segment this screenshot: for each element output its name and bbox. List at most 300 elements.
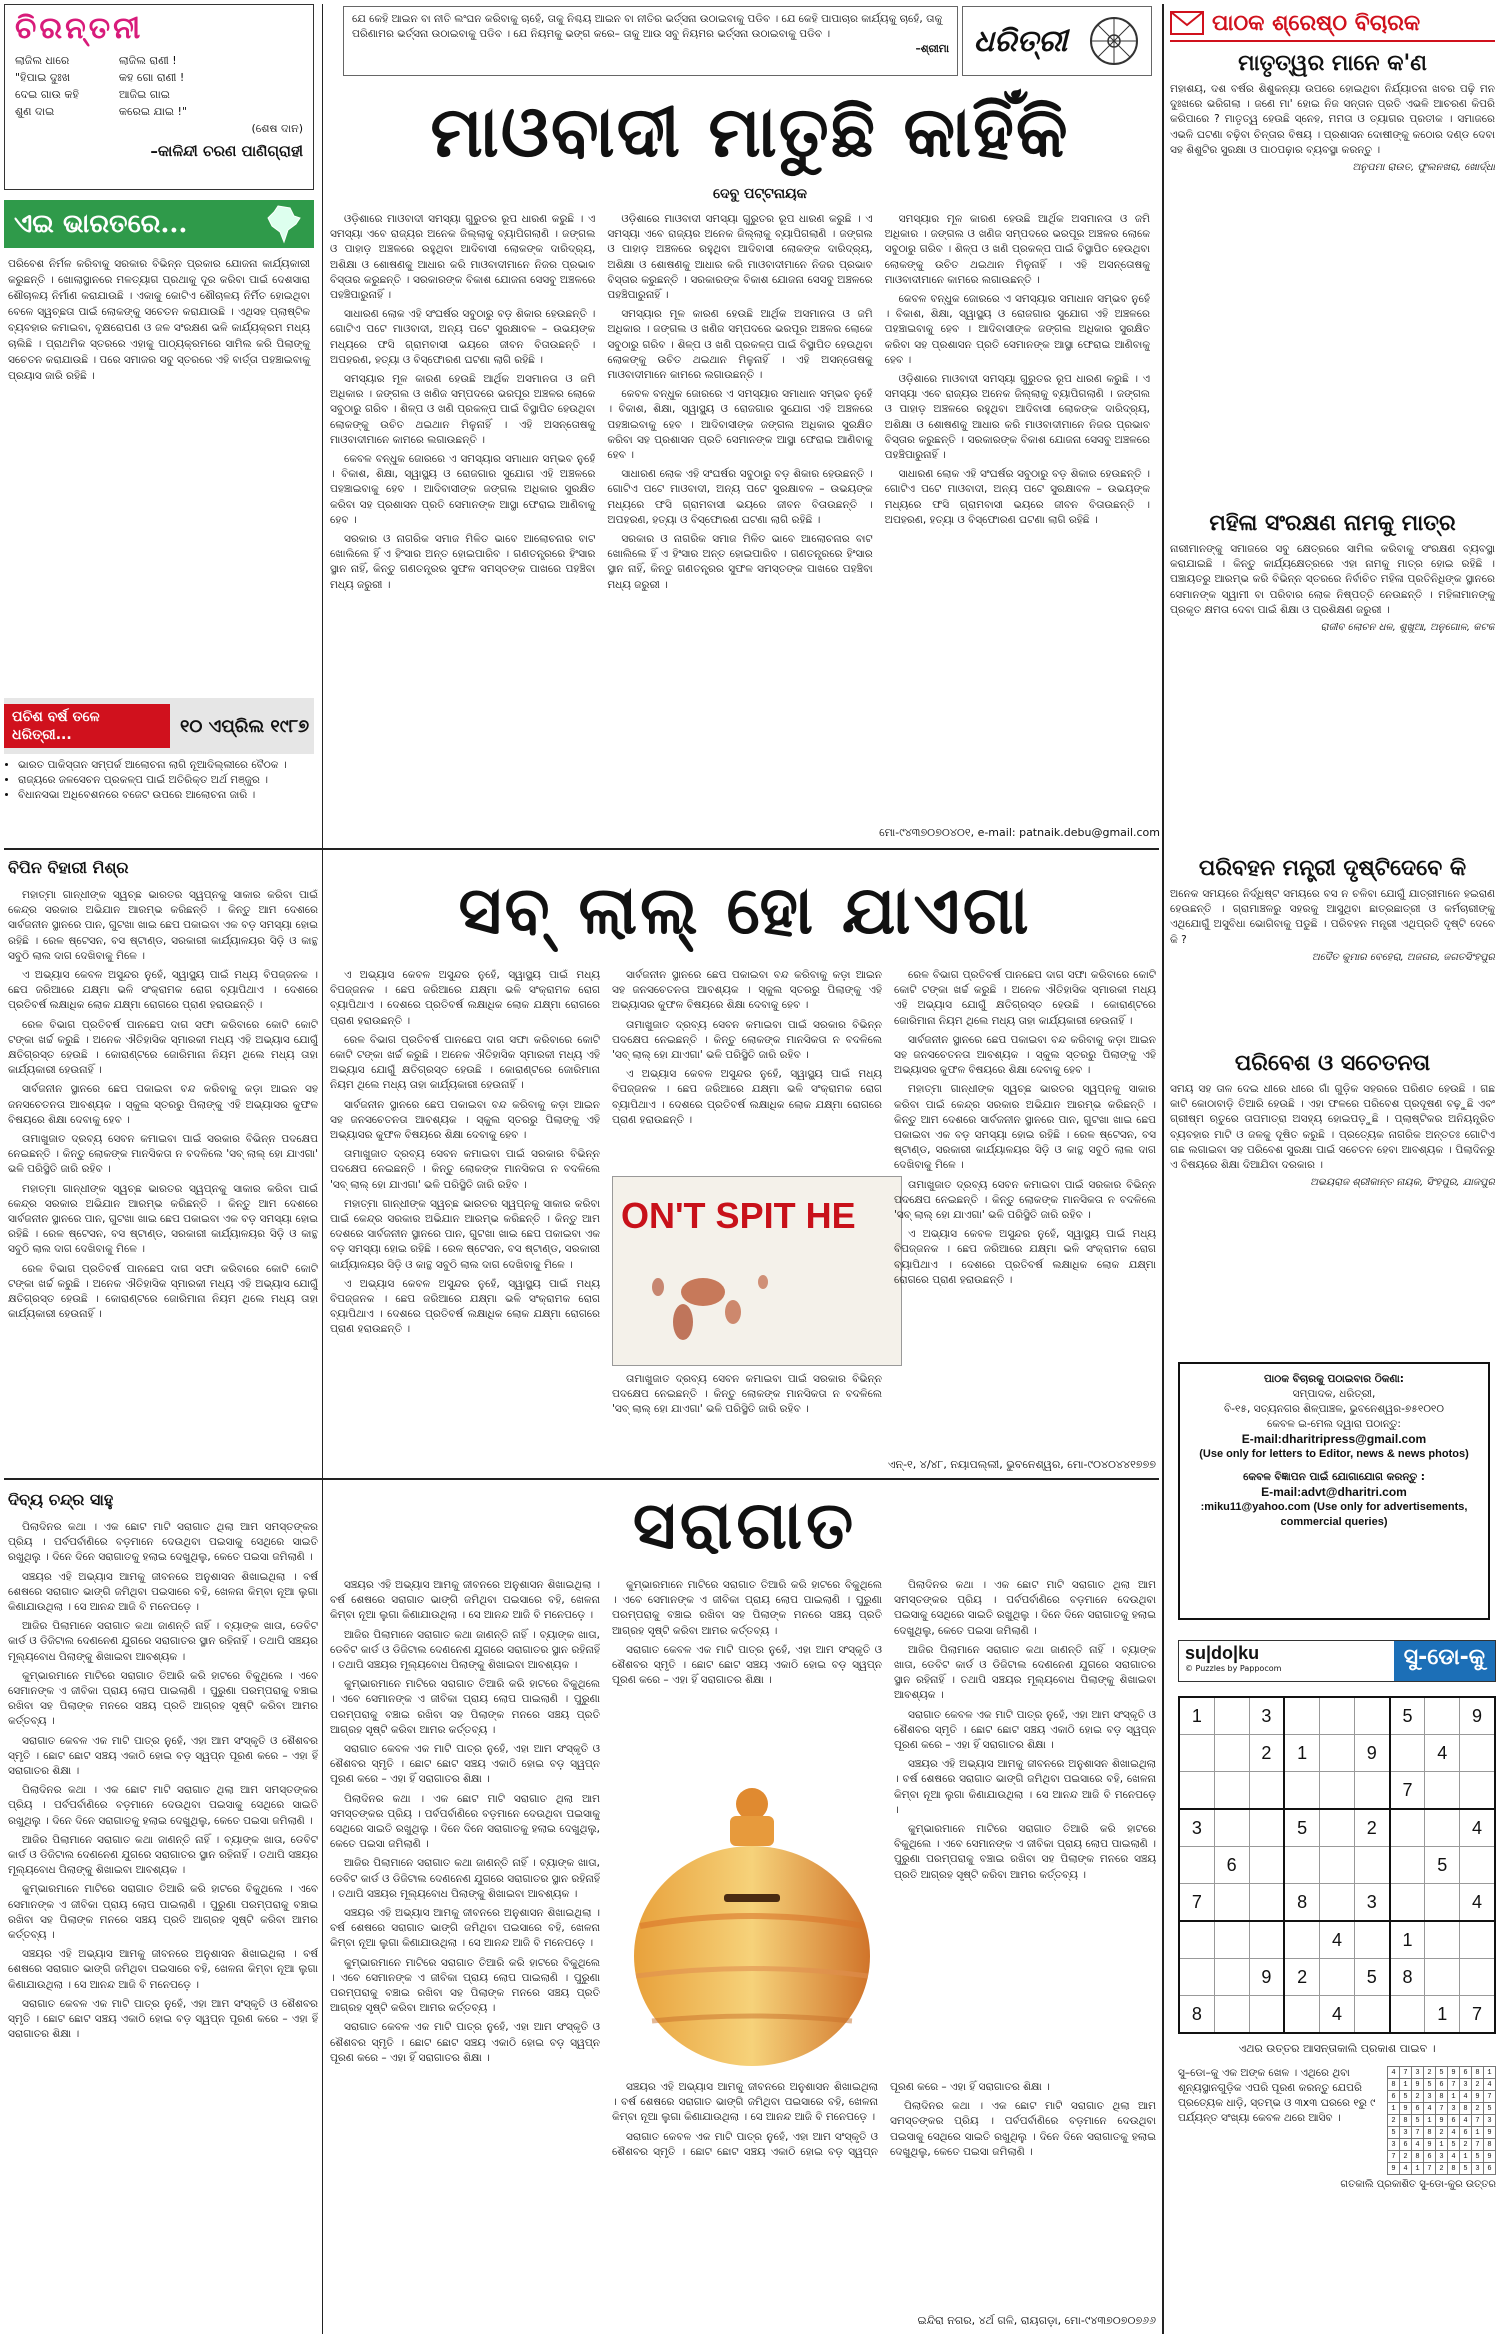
sudoku-solution-cell: 3 (1484, 2115, 1496, 2127)
article3-paragraph: ସଞ୍ଚୟର ଏହି ଅଭ୍ୟାସ ଆମକୁ ଜୀବନରେ ଅନୁଶାସନ ଶିଖାଇଥିଲା । ବର୍ଷ ଶେଷରେ ସରାଗାତ ଭାଙ୍ଗି ଜମିଥିବା ପଇସାରେ ବହି, ଖେଳନା କିମ୍ବା ନୂଆ ଲୁଗା କିଣାଯାଉଥିଲା । ସେ ଆନନ୍ଦ ଆଜି ବି ମନେପଡ଼େ । (612, 2081, 878, 2124)
sudoku-cell[interactable] (1179, 1959, 1214, 1996)
sudoku-solution-cell: 1 (1472, 2127, 1484, 2139)
sudoku-solution-cell: 1 (1424, 2115, 1436, 2127)
sudoku-cell[interactable]: 9 (1460, 1697, 1495, 1735)
sudoku-cell[interactable] (1179, 1772, 1214, 1810)
article2-paragraph: ଏ ଅଭ୍ୟାସ କେବଳ ଅସୁନ୍ଦର ନୁହେଁ, ସ୍ୱାସ୍ଥ୍ୟ ପାଇଁ ମଧ୍ୟ ବିପଜ୍ଜନକ । ଛେପ ଜରିଆରେ ଯକ୍ଷ୍ମା ଭଳି ସଂକ୍ରାମକ ରୋଗ ବ୍ୟାପିଥାଏ । ଦେଶରେ ପ୍ରତିବର୍ଷ ଲକ୍ଷାଧିକ ଲୋକ ଯକ୍ଷ୍ମା ରୋଗରେ ପ୍ରାଣ ହରାଉଛନ୍ତି । (8, 969, 318, 1012)
sudoku-solution-cell: 9 (1484, 2151, 1496, 2163)
sudoku-yesterday-label: ଗତକାଲି ପ୍ରକାଶିତ ସୁ-ଡୋ-କୁର ଉତ୍ତର (1340, 2179, 1496, 2190)
sudoku-solution-cell: 7 (1412, 2127, 1424, 2139)
sudoku-solution-cell: 5 (1412, 2115, 1424, 2127)
letter-sign: ଅଭୟରାଜ ଶ୍ରୀକାନ୍ତ ନାୟକ, ସିଂହପୁର, ଯାଜପୁର (1310, 1177, 1495, 1189)
history-item: • ବିଧାନସଭା ଅଧିବେଶନରେ ବଜେଟ ଉପରେ ଆଲୋଚନା ଜାରି । (18, 788, 314, 803)
sudoku-solution-cell: 7 (1472, 2139, 1484, 2151)
poem-line: ଲାଜିଲ ଧାରେ (15, 54, 70, 67)
article2-paragraph: ରେଳ ବିଭାଗ ପ୍ରତିବର୍ଷ ପାନଛେପ ଦାଗ ସଫା କରିବାରେ କୋଟି କୋଟି ଟଙ୍କା ଖର୍ଚ୍ଚ କରୁଛି । ଅନେକ ଐତିହାସିକ ସ୍ମାରକୀ ମଧ୍ୟ ଏହି ଅଭ୍ୟାସ ଯୋଗୁଁ କ୍ଷତିଗ୍ରସ୍ତ ହେଉଛି । କୋରାଣ୍ଟରେ ଜୋରିମାନା ନିୟମ ଥିଲେ ମଧ୍ୟ ତାହା କାର୍ଯ୍ୟକାରୀ ହେଉନାହିଁ । (8, 1018, 318, 1077)
article3-headline-box (330, 1480, 1160, 1570)
article3-col3-bottom (612, 2080, 1156, 2310)
sudoku-solution-cell: 4 (1484, 2079, 1496, 2091)
article3-paragraph: ସରାଗାତ କେବଳ ଏକ ମାଟି ପାତ୍ର ନୁହେଁ, ଏହା ଆମ ସଂସ୍କୃତି ଓ ଶୈଶବର ସ୍ମୃତି । ଛୋଟ ଛୋଟ ସଞ୍ଚୟ ଏକାଠି ହୋଇ ବଡ଼ ସ୍ୱପ୍ନ ପୂରଣ କରେ – ଏହା ହିଁ ସରାଗାତର ଶିକ୍ଷା । (330, 1743, 600, 1786)
lead-paragraph: ସରକାର ଓ ନାଗରିକ ସମାଜ ମିଳିତ ଭାବେ ଆଲୋଚନାର ବାଟ ଖୋଲିଲେ ହିଁ ଏ ହିଂସାର ଅନ୍ତ ହୋଇପାରିବ । ଗଣତନ୍ତ୍ରରେ ହିଂସାର ସ୍ଥାନ ନାହିଁ, କିନ୍ତୁ ଗଣତନ୍ତ୍ରର ସୁଫଳ ସମସ୍ତଙ୍କ ପାଖରେ ପହଞ୍ଚିବା ମଧ୍ୟ ଜରୁରୀ । (607, 533, 873, 591)
sudoku-cell[interactable]: 1 (1284, 1735, 1319, 1772)
sudoku-cell[interactable] (1249, 1847, 1284, 1884)
article3-paragraph: ପିଲାଦିନର କଥା । ଏକ ଛୋଟ ମାଟି ସରାଗାତ ଥିଲା ଆମ ସମସ୍ତଙ୍କର ପ୍ରିୟ । ପର୍ବପର୍ବାଣିରେ ବଡ଼ମାନେ ଦେଉଥିବା ପଇସାକୁ ସେଥିରେ ସାଇତି ରଖୁଥିଲୁ । ଦିନେ ଦିନେ ସରାଗାତକୁ ହଲାଇ ଦେଖୁଥିଲୁ, କେତେ ପଇସା ଜମିଲାଣି । (330, 1792, 600, 1851)
sudoku-solution-cell: 3 (1424, 2091, 1436, 2103)
letter-text: ମହାଶୟ, ଦଶ ବର୍ଷର ଶିଶୁକନ୍ୟା ଉପରେ ହୋଇଥିବା ନିର୍ଯ୍ୟାତନା ଖବର ପଢ଼ି ମନ ଦୁଃଖରେ ଭରିଗଲା । ଜଣେ ମା' ହୋଇ ନିଜ ସନ୍ତାନ ପ୍ରତି ଏଭଳି ଆଚରଣ କିପରି କରିପାରେ ? ମାତୃତ୍ୱ ହେଉଛି ସ୍ନେହ, ମମତା ଓ ତ୍ୟାଗର ପ୍ରତୀକ । ସମାଜରେ ଏଭଳି ଘଟଣା ବଢ଼ିବା ଚିନ୍ତାର ବିଷୟ । ପ୍ରଶାସନ ଦୋଷୀଙ୍କୁ କଠୋର ଦଣ୍ଡ ଦେବା ସହ ଶିଶୁଟିର ସୁରକ୍ଷା ଓ ପାଠପଢ଼ାର ବ୍ୟବସ୍ଥା କରନ୍ତୁ । (1170, 83, 1495, 156)
sudoku-cell[interactable] (1425, 1959, 1460, 1996)
article3-paragraph: ସଞ୍ଚୟର ଏହି ଅଭ୍ୟାସ ଆମକୁ ଜୀବନରେ ଅନୁଶାସନ ଶିଖାଇଥିଲା । ବର୍ଷ ଶେଷରେ ସରାଗାତ ଭାଙ୍ଗି ଜମିଥିବା ପଇସାରେ ବହି, ଖେଳନା କିମ୍ବା ନୂଆ ଲୁଗା କିଣାଯାଉଥିଲା । ସେ ଆନନ୍ଦ ଆଜି ବି ମନେପଡ଼େ । (8, 1570, 318, 1614)
sudoku-solution-cell: 4 (1460, 2115, 1472, 2127)
sudoku-solution-cell: 3 (1436, 2151, 1448, 2163)
sudoku-cell[interactable] (1179, 1921, 1214, 1959)
sudoku-cell[interactable] (1284, 1697, 1319, 1735)
letter-title: ମାତୃତ୍ୱର ମାନେ କ'ଣ (1238, 50, 1427, 76)
sudoku-solution-cell: 6 (1388, 2091, 1400, 2103)
sudoku-solution-cell: 9 (1436, 2115, 1448, 2127)
letter-title: ମହିଳା ସଂରକ୍ଷଣ ନାମକୁ ମାତ୍ର (1209, 510, 1456, 536)
article2-paragraph: ମହାତ୍ମା ଗାନ୍ଧୀଙ୍କ ସ୍ୱଚ୍ଛ ଭାରତର ସ୍ୱପ୍ନକୁ ସାକାର କରିବା ପାଇଁ କେନ୍ଦ୍ର ସରକାର ଅଭିଯାନ ଆରମ୍ଭ କରିଛନ୍ତି । କିନ୍ତୁ ଆମ ଦେଶରେ ସାର୍ବଜନୀନ ସ୍ଥାନରେ ପାନ, ଗୁଟଖା ଖାଇ ଛେପ ପକାଇବା ଏକ ବଡ଼ ସମସ୍ୟା ହୋଇ ରହିଛି । ରେଳ ଷ୍ଟେସନ, ବସ ଷ୍ଟାଣ୍ଡ, ସରକାରୀ କାର୍ଯ୍ୟାଳୟର ସିଡ଼ି ଓ କାନ୍ଥ ସବୁଠି ଲାଲ ଦାଗ ଦେଖିବାକୁ ମିଳେ । (8, 1182, 318, 1256)
sudoku-solution-cell: 6 (1400, 2139, 1412, 2151)
sudoku-solution-grid (1387, 2066, 1496, 2175)
sudoku-cell[interactable]: 5 (1425, 1847, 1460, 1884)
sudoku-cell[interactable] (1354, 1847, 1389, 1884)
sudoku-solution-cell: 9 (1388, 2163, 1400, 2175)
article2-paragraph: ମହାତ୍ମା ଗାନ୍ଧୀଙ୍କ ସ୍ୱଚ୍ଛ ଭାରତର ସ୍ୱପ୍ନକୁ ସାକାର କରିବା ପାଇଁ କେନ୍ଦ୍ର ସରକାର ଅଭିଯାନ ଆରମ୍ଭ କରିଛନ୍ତି । କିନ୍ତୁ ଆମ ଦେଶରେ ସାର୍ବଜନୀନ ସ୍ଥାନରେ ପାନ, ଗୁଟଖା ଖାଇ ଛେପ ପକାଇବା ଏକ ବଡ଼ ସମସ୍ୟା ହୋଇ ରହିଛି । ରେଳ ଷ୍ଟେସନ, ବସ ଷ୍ଟାଣ୍ଡ, ସରକାରୀ କାର୍ଯ୍ୟାଳୟର ସିଡ଼ି ଓ କାନ୍ଥ ସବୁଠି ଲାଲ ଦାଗ ଦେଖିବାକୁ ମିଳେ । (894, 1083, 1156, 1172)
sudoku-solution-cell: 5 (1472, 2151, 1484, 2163)
article3-paragraph: ଆଜିର ପିଲାମାନେ ସରାଗାତ କଥା ଜାଣନ୍ତି ନାହିଁ । ବ୍ୟାଙ୍କ ଖାତା, ଡେବିଟ କାର୍ଡ ଓ ଡିଜିଟାଲ ଦେଣନେଣ ଯୁଗରେ ସରାଗାତର ସ୍ଥାନ ରହିନାହିଁ । ତଥାପି ସଞ୍ଚୟର ମୂଲ୍ୟବୋଧ ପିଲାଙ୍କୁ ଶିଖାଇବା ଆବଶ୍ୟକ । (894, 1643, 1156, 1702)
sudoku-solution-cell: 5 (1436, 2067, 1448, 2079)
sudoku-solution-cell: 9 (1412, 2079, 1424, 2091)
sudoku-cell[interactable]: 4 (1425, 1735, 1460, 1772)
poem-line: ଦେଇ ଗାଉ କହି (15, 88, 79, 101)
sudoku-solution-cell: 8 (1484, 2139, 1496, 2151)
dont-spit-photo (612, 1176, 902, 1366)
sudoku-cell[interactable]: 4 (1460, 1884, 1495, 1922)
sudoku-cell[interactable]: 1 (1425, 1996, 1460, 2034)
article3-paragraph: ସରାଗାତ କେବଳ ଏକ ମାଟି ପାତ୍ର ନୁହେଁ, ଏହା ଆମ ସଂସ୍କୃତି ଓ ଶୈଶବର ସ୍ମୃତି । ଛୋଟ ଛୋଟ ସଞ୍ଚୟ ଏକାଠି ହୋଇ ବଡ଼ ସ୍ୱପ୍ନ ପୂରଣ କରେ – ଏହା ହିଁ ସରାଗାତର ଶିକ୍ଷା । (612, 2081, 1050, 2158)
india-label: ଏଇ ଭାରତରେ... (14, 208, 188, 239)
sudoku-cell[interactable] (1320, 1772, 1355, 1810)
sudoku-solution-cell: 7 (1472, 2115, 1484, 2127)
sudoku-cell[interactable]: 6 (1214, 1847, 1249, 1884)
sudoku-cell[interactable] (1249, 1884, 1284, 1922)
sudoku-header (1178, 1640, 1496, 1682)
sudoku-solution-cell: 2 (1424, 2067, 1436, 2079)
sudoku-cell[interactable] (1320, 1735, 1355, 1772)
sudoku-solution-cell: 6 (1460, 2127, 1472, 2139)
letter-sign: ଅଦୈତ କୁମାର ବେହେରା, ଅଜଗର, ଜଗତସିଂହପୁର (1311, 951, 1495, 963)
sudoku-cell[interactable]: 1 (1390, 1921, 1425, 1959)
sudoku-solution-cell: 8 (1412, 2151, 1424, 2163)
sudoku-solution-cell: 4 (1448, 2127, 1460, 2139)
article2-paragraph: ତାମାଖୁଜାତ ଦ୍ରବ୍ୟ ସେବନ କମାଇବା ପାଇଁ ସରକାର ବିଭିନ୍ନ ପଦକ୍ଷେପ ନେଇଛନ୍ତି । କିନ୍ତୁ ଲୋକଙ୍କ ମାନସିକତା ନ ବଦଳିଲେ 'ସବ୍ ଲାଲ୍ ହୋ ଯାଏଗା' ଭଳି ପରିସ୍ଥିତି ଜାରି ରହିବ । (612, 1018, 882, 1062)
letter-1 (1170, 50, 1495, 505)
lead-paragraph: କେବଳ ବନ୍ଧୁକ ଜୋରରେ ଏ ସମସ୍ୟାର ସମାଧାନ ସମ୍ଭବ ନୁହେଁ । ବିକାଶ, ଶିକ୍ଷା, ସ୍ୱାସ୍ଥ୍ୟ ଓ ରୋଜଗାର ସୁଯୋଗ ଏହି ଅଞ୍ଚଳରେ ପହଞ୍ଚାଇବାକୁ ହେବ । ଆଦିବାସୀଙ୍କ ଜଙ୍ଗଲ ଅଧିକାର ସୁରକ୍ଷିତ କରିବା ସହ ପ୍ରଶାସନ ପ୍ରତି ସେମାନଙ୍କ ଆସ୍ଥା ଫେରାଇ ଆଣିବାକୁ ହେବ । (884, 293, 1150, 366)
sudoku-cell[interactable] (1354, 1772, 1389, 1810)
sudoku-cell[interactable]: 8 (1179, 1996, 1214, 2034)
sudoku-solution-cell: 7 (1436, 2103, 1448, 2115)
history-box (4, 698, 314, 828)
lead-paragraph: ସମସ୍ୟାର ମୂଳ କାରଣ ହେଉଛି ଆର୍ଥିକ ଅସମାନତା ଓ ଜମି ଅଧିକାର । ଜଙ୍ଗଲ ଓ ଖଣିଜ ସମ୍ପଦରେ ଭରପୂର ଅଞ୍ଚଳର ଲୋକେ ସବୁଠାରୁ ଗରିବ । ଶିଳ୍ପ ଓ ଖଣି ପ୍ରକଳ୍ପ ପାଇଁ ବିସ୍ଥାପିତ ହେଉଥିବା ଲୋକଙ୍କୁ ଉଚିତ ଥଇଥାନ ମିଳୁନାହିଁ । ଏହି ଅସନ୍ତୋଷକୁ ମାଓବାଦୀମାନେ କାମରେ ଲଗାଉଛନ୍ତି । (330, 373, 596, 446)
sudoku-cell[interactable] (1354, 1697, 1389, 1735)
letters-banner (1170, 6, 1495, 42)
sudoku-cell[interactable] (1320, 1959, 1355, 1996)
article3-paragraph: କୁମ୍ଭାରମାନେ ମାଟିରେ ସରାଗାତ ତିଆରି କରି ହାଟରେ ବିକୁଥିଲେ । ଏବେ ସେମାନଙ୍କ ଏ ଜୀବିକା ପ୍ରାୟ ଲୋପ ପାଇଲାଣି । ପୁରୁଣା ପରମ୍ପରାକୁ ବଞ୍ଚାଇ ରଖିବା ସହ ପିଲାଙ୍କ ମନରେ ସଞ୍ଚୟ ପ୍ରତି ଆଗ୍ରହ ସୃଷ୍ଟି କରିବା ଆମର କର୍ତ୍ତବ୍ୟ । (8, 1883, 318, 1942)
sudoku-solution-cell: 8 (1424, 2127, 1436, 2139)
sudoku-cell[interactable] (1425, 1772, 1460, 1810)
article2-author: ବିପିନ ବିହାରୀ ମିଶ୍ର (8, 858, 129, 877)
poem-source: (ଶେଷ ଦାନ) (251, 122, 303, 135)
sudoku-cell[interactable]: 9 (1354, 1735, 1389, 1772)
sudoku-cell[interactable] (1214, 1921, 1249, 1959)
india-box (4, 200, 314, 690)
sudoku-cell[interactable] (1425, 1884, 1460, 1922)
sudoku-cell[interactable] (1179, 1847, 1214, 1884)
sudoku-solution-cell: 6 (1436, 2079, 1448, 2091)
editor-email-note: (Use only for letters to Editor, news & news photos) (1199, 1448, 1469, 1460)
article2-paragraph: ତାମାଖୁଜାତ ଦ୍ରବ୍ୟ ସେବନ କମାଇବା ପାଇଁ ସରକାର ବିଭିନ୍ନ ପଦକ୍ଷେପ ନେଇଛନ୍ତି । କିନ୍ତୁ ଲୋକଙ୍କ ମାନସିକତା ନ ବଦଳିଲେ 'ସବ୍ ଲାଲ୍ ହୋ ଯାଏଗା' ଭଳି ପରିସ୍ଥିତି ଜାରି ରହିବ । (330, 1148, 600, 1191)
article3-paragraph: ସରାଗାତ କେବଳ ଏକ ମାଟି ପାତ୍ର ନୁହେଁ, ଏହା ଆମ ସଂସ୍କୃତି ଓ ଶୈଶବର ସ୍ମୃତି । ଛୋଟ ଛୋଟ ସଞ୍ଚୟ ଏକାଠି ହୋଇ ବଡ଼ ସ୍ୱପ୍ନ ପୂରଣ କରେ – ଏହା ହିଁ ସରାଗାତର ଶିକ୍ଷା । (8, 1734, 318, 1778)
sudoku-solution-cell: 7 (1388, 2151, 1400, 2163)
lead-contact: ମୋ-୯୪୩୭୦୭୦୪୦୧, e-mail: patnaik.debu@gmail.com (879, 826, 1160, 839)
india-map-icon (264, 204, 304, 244)
saragata-photo (612, 1776, 892, 2076)
sudoku-solution-cell: 2 (1460, 2139, 1472, 2151)
letter-text: ସମୟ ସହ ତାଳ ଦେଇ ଧୀରେ ଧୀରେ ଗାଁ ଗୁଡ଼ିକ ସହରରେ ପରିଣତ ହେଉଛି । ଗଛ କାଟି କୋଠାବାଡ଼ି ତିଆରି ହେଉଛି । ଏହା ଫଳରେ ପରିବେଶ ପ୍ରଦୂଷଣ ବଢ଼ୁଛି ଏବଂ ଗ୍ରୀଷ୍ମ ଋତୁରେ ତାପମାତ୍ରା ଅସହ୍ୟ ହୋଇପଡ଼ୁଛି । ପ୍ଲାଷ୍ଟିକର ଅନିୟନ୍ତ୍ରିତ ବ୍ୟବହାର ମାଟି ଓ ଜଳକୁ ଦୂଷିତ କରୁଛି । ପ୍ରତ୍ୟେକ ନାଗରିକ ଅନ୍ତତଃ ଗୋଟିଏ ଗଛ ଲଗାଇବା ସହ ପରିବେଶ ସୁରକ୍ଷା ପାଇଁ ସଚେତନ ହେବା ଆବଶ୍ୟକ । ପିଲାଦିନରୁ ଏ ବିଷୟରେ ଶିକ୍ଷା ଦିଆଯିବା ଦରକାର । (1170, 1083, 1495, 1172)
sudoku-solution-cell: 2 (1400, 2151, 1412, 2163)
quote-author: –ଶ୍ରୀମା (915, 43, 949, 55)
article2-col3b (612, 1372, 882, 1468)
sudoku-solution-cell: 6 (1424, 2151, 1436, 2163)
sudoku-cell[interactable] (1249, 1772, 1284, 1810)
sudoku-cell[interactable] (1390, 1735, 1425, 1772)
sudoku-cell[interactable] (1249, 1809, 1284, 1847)
sudoku-solution-cell: 3 (1472, 2163, 1484, 2175)
editor-email[interactable]: E-mail:dharitripress@gmail.com (1241, 1432, 1427, 1446)
sudoku-solution-cell: 7 (1400, 2067, 1412, 2079)
sudoku-cell[interactable]: 4 (1460, 1809, 1495, 1847)
sudoku-solution-cell: 1 (1484, 2067, 1496, 2079)
sudoku-solution-cell: 1 (1448, 2091, 1460, 2103)
article2-paragraph: ରେଳ ବିଭାଗ ପ୍ରତିବର୍ଷ ପାନଛେପ ଦାଗ ସଫା କରିବାରେ କୋଟି କୋଟି ଟଙ୍କା ଖର୍ଚ୍ଚ କରୁଛି । ଅନେକ ଐତିହାସିକ ସ୍ମାରକୀ ମଧ୍ୟ ଏହି ଅଭ୍ୟାସ ଯୋଗୁଁ କ୍ଷତିଗ୍ରସ୍ତ ହେଉଛି । କୋରାଣ୍ଟରେ ଜୋରିମାନା ନିୟମ ଥିଲେ ମଧ୍ୟ ତାହା କାର୍ଯ୍ୟକାରୀ ହେଉନାହିଁ । (8, 1262, 318, 1321)
contact-line: ସମ୍ପାଦକ, ଧରିତ୍ରୀ, (1292, 1388, 1376, 1400)
sudoku-cell[interactable] (1354, 1921, 1389, 1959)
sudoku-cell[interactable] (1460, 1847, 1495, 1884)
article3-paragraph: ପିଲାଦିନର କଥା । ଏକ ଛୋଟ ମାଟି ସରାଗାତ ଥିଲା ଆମ ସମସ୍ତଙ୍କର ପ୍ରିୟ । ପର୍ବପର୍ବାଣିରେ ବଡ଼ମାନେ ଦେଉଥିବା ପଇସାକୁ ସେଥିରେ ସାଇତି ରଖୁଥିଲୁ । ଦିନେ ଦିନେ ସରାଗାତକୁ ହଲାଇ ଦେଖୁଥିଲୁ, କେତେ ପଇସା ଜମିଲାଣି । (894, 1579, 1156, 1637)
article2-paragraph: ସାର୍ବଜନୀନ ସ୍ଥାନରେ ଛେପ ପକାଇବା ବନ୍ଦ କରିବାକୁ କଡ଼ା ଆଇନ ସହ ଜନସଚେତନତା ଆବଶ୍ୟକ । ସ୍କୁଲ ସ୍ତରରୁ ପିଲାଙ୍କୁ ଏହି ଅଭ୍ୟାସର କୁଫଳ ବିଷୟରେ ଶିକ୍ଷା ଦେବାକୁ ହେବ । (8, 1083, 318, 1126)
contact-line: ବି-୧୫, ସତ୍ୟନଗର ଶିଳ୍ପାଞ୍ଚଳ, ଭୁବନେଶ୍ୱର-୭୫୧୦୧୦ (1224, 1403, 1444, 1415)
article3-paragraph: ସରାଗାତ କେବଳ ଏକ ମାଟି ପାତ୍ର ନୁହେଁ, ଏହା ଆମ ସଂସ୍କୃତି ଓ ଶୈଶବର ସ୍ମୃତି । ଛୋଟ ଛୋଟ ସଞ୍ଚୟ ଏକାଠି ହୋଇ ବଡ଼ ସ୍ୱପ୍ନ ପୂରଣ କରେ – ଏହା ହିଁ ସରାଗାତର ଶିକ୍ଷା । (894, 1708, 1156, 1752)
sudoku-solution-cell: 5 (1460, 2163, 1472, 2175)
article2-paragraph: ଏ ଅଭ୍ୟାସ କେବଳ ଅସୁନ୍ଦର ନୁହେଁ, ସ୍ୱାସ୍ଥ୍ୟ ପାଇଁ ମଧ୍ୟ ବିପଜ୍ଜନକ । ଛେପ ଜରିଆରେ ଯକ୍ଷ୍ମା ଭଳି ସଂକ୍ରାମକ ରୋଗ ବ୍ୟାପିଥାଏ । ଦେଶରେ ପ୍ରତିବର୍ଷ ଲକ୍ଷାଧିକ ଲୋକ ଯକ୍ଷ୍ମା ରୋଗରେ ପ୍ରାଣ ହରାଉଛନ୍ତି । (894, 1228, 1156, 1286)
stain-graphic (613, 1252, 902, 1362)
sudoku-solution-cell: 5 (1484, 2103, 1496, 2115)
article2-paragraph: ମହାତ୍ମା ଗାନ୍ଧୀଙ୍କ ସ୍ୱଚ୍ଛ ଭାରତର ସ୍ୱପ୍ନକୁ ସାକାର କରିବା ପାଇଁ କେନ୍ଦ୍ର ସରକାର ଅଭିଯାନ ଆରମ୍ଭ କରିଛନ୍ତି । କିନ୍ତୁ ଆମ ଦେଶରେ ସାର୍ବଜନୀନ ସ୍ଥାନରେ ପାନ, ଗୁଟଖା ଖାଇ ଛେପ ପକାଇବା ଏକ ବଡ଼ ସମସ୍ୟା ହୋଇ ରହିଛି । ରେଳ ଷ୍ଟେସନ, ବସ ଷ୍ଟାଣ୍ଡ, ସରକାରୀ କାର୍ଯ୍ୟାଳୟର ସିଡ଼ି ଓ କାନ୍ଥ ସବୁଠି ଲାଲ ଦାଗ ଦେଖିବାକୁ ମିଳେ । (330, 1197, 600, 1271)
sudoku-cell[interactable]: 5 (1390, 1697, 1425, 1735)
article2-paragraph: ରେଳ ବିଭାଗ ପ୍ରତିବର୍ଷ ପାନଛେପ ଦାଗ ସଫା କରିବାରେ କୋଟି କୋଟି ଟଙ୍କା ଖର୍ଚ୍ଚ କରୁଛି । ଅନେକ ଐତିହାସିକ ସ୍ମାରକୀ ମଧ୍ୟ ଏହି ଅଭ୍ୟାସ ଯୋଗୁଁ କ୍ଷତିଗ୍ରସ୍ତ ହେଉଛି । କୋରାଣ୍ଟରେ ଜୋରିମାନା ନିୟମ ଥିଲେ ମଧ୍ୟ ତାହା କାର୍ଯ୍ୟକାରୀ ହେଉନାହିଁ । (894, 969, 1156, 1027)
sudoku-solution-cell: 4 (1400, 2163, 1412, 2175)
poem-box (4, 4, 314, 190)
sudoku-cell[interactable] (1214, 1809, 1249, 1847)
sudoku-cell[interactable]: 4 (1320, 1921, 1355, 1959)
sudoku-cell[interactable] (1320, 1884, 1355, 1922)
sudoku-solution-cell: 9 (1424, 2139, 1436, 2151)
sudoku-solution-cell: 2 (1472, 2079, 1484, 2091)
clay-pot-graphic (612, 1776, 892, 2076)
sudoku-solution-cell: 2 (1436, 2163, 1448, 2175)
sudoku-credit: © Puzzles by Pappocom (1185, 1664, 1282, 1673)
sudoku-cell[interactable]: 1 (1179, 1697, 1214, 1735)
sudoku-solution-cell: 3 (1460, 2079, 1472, 2091)
lead-headline: ମାଓବାଦୀ ମାତୁଛି କାହିଁକି (430, 90, 1070, 173)
sudoku-solution-cell: 7 (1424, 2163, 1436, 2175)
sudoku-cell[interactable] (1460, 1921, 1495, 1959)
lead-body (330, 212, 1150, 822)
advert-label: କେବଳ ବିଜ୍ଞାପନ ପାଇଁ ଯୋଗାଯୋଗ କରନ୍ତୁ : (1243, 1471, 1425, 1483)
sudoku-cell[interactable] (1214, 1959, 1249, 1996)
sudoku-cell[interactable]: 4 (1320, 1996, 1355, 2034)
sudoku-cell[interactable] (1214, 1772, 1249, 1810)
sudoku-solution-cell: 1 (1400, 2079, 1412, 2091)
sudoku-cell[interactable]: 2 (1354, 1809, 1389, 1847)
article2-col4 (894, 968, 1156, 1458)
sudoku-cell[interactable]: 3 (1249, 1697, 1284, 1735)
sudoku-cell[interactable] (1425, 1697, 1460, 1735)
poem-line: ଆଜିଇ ଗାଇ (118, 88, 170, 101)
article3-paragraph: ସରାଗାତ କେବଳ ଏକ ମାଟି ପାତ୍ର ନୁହେଁ, ଏହା ଆମ ସଂସ୍କୃତି ଓ ଶୈଶବର ସ୍ମୃତି । ଛୋଟ ଛୋଟ ସଞ୍ଚୟ ଏକାଠି ହୋଇ ବଡ଼ ସ୍ୱପ୍ନ ପୂରଣ କରେ – ଏହା ହିଁ ସରାଗାତର ଶିକ୍ଷା । (612, 1643, 882, 1687)
sudoku-solution-cell: 3 (1388, 2139, 1400, 2151)
article2-contact: ଏନ୍-୧, ୪/୪୮, ନୟାପଲ୍ଲୀ, ଭୁବନେଶ୍ୱର, ମୋ-୯୦୪୦୪୪୧୭୭୭ (887, 1458, 1156, 1471)
article2-intro (8, 888, 318, 1468)
sudoku-solution-cell: 7 (1484, 2091, 1496, 2103)
article3-paragraph: ପିଲାଦିନର କଥା । ଏକ ଛୋଟ ମାଟି ସରାଗାତ ଥିଲା ଆମ ସମସ୍ତଙ୍କର ପ୍ରିୟ । ପର୍ବପର୍ବାଣିରେ ବଡ଼ମାନେ ଦେଉଥିବା ପଇସାକୁ ସେଥିରେ ସାଇତି ରଖୁଥିଲୁ । ଦିନେ ଦିନେ ସରାଗାତକୁ ହଲାଇ ଦେଖୁଥିଲୁ, କେତେ ପଇସା ଜମିଲାଣି । (8, 1521, 318, 1564)
lead-paragraph: ସାଧାରଣ ଲୋକ ଏହି ସଂଘର୍ଷର ସବୁଠାରୁ ବଡ଼ ଶିକାର ହେଉଛନ୍ତି । ଗୋଟିଏ ପଟେ ମାଓବାଦୀ, ଅନ୍ୟ ପଟେ ସୁରକ୍ଷାବଳ – ଉଭୟଙ୍କ ମଧ୍ୟରେ ଫସି ଗ୍ରାମବାସୀ ଭୟରେ ଜୀବନ ବିତାଉଛନ୍ତି । ଅପହରଣ, ହତ୍ୟା ଓ ବିସ୍ଫୋରଣ ଘଟଣା ଲାଗି ରହିଛି । (607, 468, 873, 526)
poem-line: ଶୁଣ ଦାଇ (15, 105, 55, 118)
sudoku-cell[interactable]: 2 (1284, 1959, 1319, 1996)
letter-text: ଅନେକ ସମୟରେ ନିର୍ଦ୍ଧିଷ୍ଟ ସମୟରେ ବସ ନ ଚଳିବା ଯୋଗୁଁ ଯାତ୍ରୀମାନେ ହଇରାଣ ହେଉଛନ୍ତି । ଗ୍ରାମାଞ୍ଚଳରୁ ସହରକୁ ଆସୁଥିବା ଛାତ୍ରଛାତ୍ରୀ ଓ କର୍ମଚାରୀଙ୍କୁ ଏଥିଯୋଗୁଁ ଅସୁବିଧା ଭୋଗିବାକୁ ପଡୁଛି । ପରିବହନ ମନ୍ତ୍ରୀ ଏଥିପ୍ରତି ଦୃଷ୍ଟି ଦେବେ କି ? (1170, 888, 1495, 946)
sudoku-cell[interactable] (1284, 1921, 1319, 1959)
lead-headline-box (330, 82, 1170, 192)
quote-strip (343, 6, 958, 76)
sudoku-solution-cell: 2 (1436, 2127, 1448, 2139)
sudoku-cell[interactable] (1214, 1996, 1249, 2034)
sudoku-solution-cell: 9 (1448, 2067, 1460, 2079)
sudoku-cell[interactable] (1214, 1735, 1249, 1772)
article2-paragraph: ସାର୍ବଜନୀନ ସ୍ଥାନରେ ଛେପ ପକାଇବା ବନ୍ଦ କରିବାକୁ କଡ଼ା ଆଇନ ସହ ଜନସଚେତନତା ଆବଶ୍ୟକ । ସ୍କୁଲ ସ୍ତରରୁ ପିଲାଙ୍କୁ ଏହି ଅଭ୍ୟାସର କୁଫଳ ବିଷୟରେ ଶିକ୍ଷା ଦେବାକୁ ହେବ । (330, 1098, 600, 1142)
article3-contact: ଇନ୍ଦିରା ନଗର, ୪ର୍ଥ ଗଳି, ରାୟଗଡ଼ା, ମୋ-୯୪୩୭୦୭୦୭୬୬ (917, 2314, 1156, 2327)
sudoku-cell[interactable] (1214, 1697, 1249, 1735)
article3-col1 (8, 1520, 318, 2330)
sudoku-cell[interactable] (1425, 1809, 1460, 1847)
sudoku-cell[interactable] (1460, 1959, 1495, 1996)
article3-paragraph: ଆଜିର ପିଲାମାନେ ସରାଗାତ କଥା ଜାଣନ୍ତି ନାହିଁ । ବ୍ୟାଙ୍କ ଖାତା, ଡେବିଟ କାର୍ଡ ଓ ଡିଜିଟାଲ ଦେଣନେଣ ଯୁଗରେ ସରାଗାତର ସ୍ଥାନ ରହିନାହିଁ । ତଥାପି ସଞ୍ଚୟର ମୂଲ୍ୟବୋଧ ପିଲାଙ୍କୁ ଶିଖାଇବା ଆବଶ୍ୟକ । (8, 1620, 318, 1663)
sudoku-cell[interactable] (1179, 1735, 1214, 1772)
article3-paragraph: ପିଲାଦିନର କଥା । ଏକ ଛୋଟ ମାଟି ସରାଗାତ ଥିଲା ଆମ ସମସ୍ତଙ୍କର ପ୍ରିୟ । ପର୍ବପର୍ବାଣିରେ ବଡ଼ମାନେ ଦେଉଥିବା ପଇସାକୁ ସେଥିରେ ସାଇତି ରଖୁଥିଲୁ । ଦିନେ ଦିନେ ସରାଗାତକୁ ହଲାଇ ଦେଖୁଥିଲୁ, କେତେ ପଇସା ଜମିଲାଣି । (8, 1784, 318, 1827)
sudoku-cell[interactable] (1249, 1921, 1284, 1959)
sudoku-cell[interactable] (1425, 1921, 1460, 1959)
article3-col3-top (612, 1578, 882, 1768)
sudoku-cell[interactable] (1460, 1772, 1495, 1810)
article2-paragraph: ଏ ଅଭ୍ୟାସ କେବଳ ଅସୁନ୍ଦର ନୁହେଁ, ସ୍ୱାସ୍ଥ୍ୟ ପାଇଁ ମଧ୍ୟ ବିପଜ୍ଜନକ । ଛେପ ଜରିଆରେ ଯକ୍ଷ୍ମା ଭଳି ସଂକ୍ରାମକ ରୋଗ ବ୍ୟାପିଥାଏ । ଦେଶରେ ପ୍ରତିବର୍ଷ ଲକ୍ଷାଧିକ ଲୋକ ଯକ୍ଷ୍ମା ରୋଗରେ ପ୍ରାଣ ହରାଉଛନ୍ତି । (330, 969, 600, 1027)
sudoku-solution-cell: 4 (1460, 2091, 1472, 2103)
lead-paragraph: କେବଳ ବନ୍ଧୁକ ଜୋରରେ ଏ ସମସ୍ୟାର ସମାଧାନ ସମ୍ଭବ ନୁହେଁ । ବିକାଶ, ଶିକ୍ଷା, ସ୍ୱାସ୍ଥ୍ୟ ଓ ରୋଜଗାର ସୁଯୋଗ ଏହି ଅଞ୍ଚଳରେ ପହଞ୍ଚାଇବାକୁ ହେବ । ଆଦିବାସୀଙ୍କ ଜଙ୍ଗଲ ଅଧିକାର ସୁରକ୍ଷିତ କରିବା ସହ ପ୍ରଶାସନ ପ୍ରତି ସେମାନଙ୍କ ଆସ୍ଥା ଫେରାଇ ଆଣିବାକୁ ହେବ । (330, 453, 596, 526)
sudoku-cell[interactable]: 9 (1249, 1959, 1284, 1996)
article3-paragraph: କୁମ୍ଭାରମାନେ ମାଟିରେ ସରାଗାତ ତିଆରି କରି ହାଟରେ ବିକୁଥିଲେ । ଏବେ ସେମାନଙ୍କ ଏ ଜୀବିକା ପ୍ରାୟ ଲୋପ ପାଇଲାଣି । ପୁରୁଣା ପରମ୍ପରାକୁ ବଞ୍ଚାଇ ରଖିବା ସହ ପିଲାଙ୍କ ମନରେ ସଞ୍ଚୟ ପ୍ରତି ଆଗ୍ରହ ସୃଷ୍ଟି କରିବା ଆମର କର୍ତ୍ତବ୍ୟ । (330, 1678, 600, 1736)
article3-author: ଦିବ୍ୟ ଚନ୍ଦ୍ର ସାହୁ (8, 1490, 114, 1509)
advert-email[interactable]: E-mail:advt@dharitri.com (1261, 1485, 1407, 1499)
sudoku-cell[interactable]: 3 (1179, 1809, 1214, 1847)
sudoku-cell[interactable] (1320, 1809, 1355, 1847)
sudoku-solution-cell: 8 (1388, 2079, 1400, 2091)
sudoku-solution-cell: 4 (1424, 2103, 1436, 2115)
article3-paragraph: ସଞ୍ଚୟର ଏହି ଅଭ୍ୟାସ ଆମକୁ ଜୀବନରେ ଅନୁଶାସନ ଶିଖାଇଥିଲା । ବର୍ଷ ଶେଷରେ ସରାଗାତ ଭାଙ୍ଗି ଜମିଥିବା ପଇସାରେ ବହି, ଖେଳନା କିମ୍ବା ନୂଆ ଲୁଗା କିଣାଯାଉଥିଲା । ସେ ଆନନ୍ଦ ଆଜି ବି ମନେପଡ଼େ । (330, 1907, 600, 1950)
sudoku-cell[interactable] (1460, 1735, 1495, 1772)
article2-col2 (330, 968, 600, 1468)
sudoku-cell[interactable] (1320, 1697, 1355, 1735)
sudoku-cell[interactable] (1390, 1884, 1425, 1922)
article2-paragraph: ତାମାଖୁଜାତ ଦ୍ରବ୍ୟ ସେବନ କମାଇବା ପାଇଁ ସରକାର ବିଭିନ୍ନ ପଦକ୍ଷେପ ନେଇଛନ୍ତି । କିନ୍ତୁ ଲୋକଙ୍କ ମାନସିକତା ନ ବଦଳିଲେ 'ସବ୍ ଲାଲ୍ ହୋ ଯାଏଗା' ଭଳି ପରିସ୍ଥିତି ଜାରି ରହିବ । (8, 1133, 318, 1176)
sudoku-cell[interactable] (1249, 1996, 1284, 2034)
sudoku-rules: ସୁ–ଡୋ–କୁ ଏକ ଅଙ୍କ ଖେଳ । ଏଥିରେ ଥିବା ଶୂନ୍ୟସ୍ଥାନଗୁଡ଼ିକ ଏପରି ପୂରଣ କରନ୍ତୁ ଯେପରି ପ୍ରତ୍ୟେକ ଧାଡ଼ି, ସ୍ତମ୍ଭ ଓ ୩x୩ ଘରରେ ୧ରୁ ୯ ପର୍ଯ୍ୟନ୍ତ ସଂଖ୍ୟା କେବଳ ଥରେ ଆସିବ । (1178, 2067, 1376, 2124)
article3-paragraph: ଆଜିର ପିଲାମାନେ ସରାଗାତ କଥା ଜାଣନ୍ତି ନାହିଁ । ବ୍ୟାଙ୍କ ଖାତା, ଡେବିଟ କାର୍ଡ ଓ ଡିଜିଟାଲ ଦେଣନେଣ ଯୁଗରେ ସରାଗାତର ସ୍ଥାନ ରହିନାହିଁ । ତଥାପି ସଞ୍ଚୟର ମୂଲ୍ୟବୋଧ ପିଲାଙ୍କୁ ଶିଖାଇବା ଆବଶ୍ୟକ । (330, 1628, 600, 1672)
sudoku-cell[interactable]: 5 (1354, 1959, 1389, 1996)
sudoku-solution-cell: 1 (1388, 2103, 1400, 2115)
poem-line: "ହିପାଇ ଦୁଃଖ (15, 71, 70, 84)
sudoku-solution-cell: 3 (1448, 2103, 1460, 2115)
article3-paragraph: ଆଜିର ପିଲାମାନେ ସରାଗାତ କଥା ଜାଣନ୍ତି ନାହିଁ । ବ୍ୟାଙ୍କ ଖାତା, ଡେବିଟ କାର୍ଡ ଓ ଡିଜିଟାଲ ଦେଣନେଣ ଯୁଗରେ ସରାଗାତର ସ୍ଥାନ ରହିନାହିଁ । ତଥାପି ସଞ୍ଚୟର ମୂଲ୍ୟବୋଧ ପିଲାଙ୍କୁ ଶିଖାଇବା ଆବଶ୍ୟକ । (8, 1833, 318, 1877)
sudoku-solution-cell: 4 (1412, 2139, 1424, 2151)
article3-paragraph: କୁମ୍ଭାରମାନେ ମାଟିରେ ସରାଗାତ ତିଆରି କରି ହାଟରେ ବିକୁଥିଲେ । ଏବେ ସେମାନଙ୍କ ଏ ଜୀବିକା ପ୍ରାୟ ଲୋପ ପାଇଲାଣି । ପୁରୁଣା ପରମ୍ପରାକୁ ବଞ୍ଚାଇ ରଖିବା ସହ ପିଲାଙ୍କ ମନରେ ସଞ୍ଚୟ ପ୍ରତି ଆଗ୍ରହ ସୃଷ୍ଟି କରିବା ଆମର କର୍ତ୍ତବ୍ୟ । (8, 1669, 318, 1728)
sudoku-solution-cell: 8 (1472, 2067, 1484, 2079)
article3-headline: ସରାଗାତ (632, 1486, 858, 1564)
article2-paragraph: ସାର୍ବଜନୀନ ସ୍ଥାନରେ ଛେପ ପକାଇବା ବନ୍ଦ କରିବାକୁ କଡ଼ା ଆଇନ ସହ ଜନସଚେତନତା ଆବଶ୍ୟକ । ସ୍କୁଲ ସ୍ତରରୁ ପିଲାଙ୍କୁ ଏହି ଅଭ୍ୟାସର କୁଫଳ ବିଷୟରେ ଶିକ୍ଷା ଦେବାକୁ ହେବ । (894, 1033, 1156, 1077)
sudoku-cell[interactable]: 8 (1390, 1959, 1425, 1996)
article3-paragraph: ସଞ୍ଚୟର ଏହି ଅଭ୍ୟାସ ଆମକୁ ଜୀବନରେ ଅନୁଶାସନ ଶିଖାଇଥିଲା । ବର୍ଷ ଶେଷରେ ସରାଗାତ ଭାଙ୍ଗି ଜମିଥିବା ପଇସାରେ ବହି, ଖେଳନା କିମ୍ବା ନୂଆ ଲୁଗା କିଣାଯାଉଥିଲା । ସେ ଆନନ୍ଦ ଆଜି ବି ମନେପଡ଼େ । (894, 1758, 1156, 1816)
sudoku-solution-cell: 8 (1460, 2103, 1472, 2115)
sudoku-cell[interactable]: 5 (1284, 1809, 1319, 1847)
sudoku-cell[interactable] (1390, 1996, 1425, 2034)
newspaper-logo: ଧରିତ୍ରୀ (973, 23, 1068, 59)
article3-paragraph: ପିଲାଦିନର କଥା । ଏକ ଛୋଟ ମାଟି ସରାଗାତ ଥିଲା ଆମ ସମସ୍ତଙ୍କର ପ୍ରିୟ । ପର୍ବପର୍ବାଣିରେ ବଡ଼ମାନେ ଦେଉଥିବା ପଇସାକୁ ସେଥିରେ ସାଇତି ରଖୁଥିଲୁ । ଦିନେ ଦିନେ ସରାଗାତକୁ ହଲାଇ ଦେଖୁଥିଲୁ, କେତେ ପଇସା ଜମିଲାଣି । (890, 2100, 1156, 2158)
contact-box (1178, 1362, 1490, 1620)
letter-text: ନାରୀମାନଙ୍କୁ ସମାଜରେ ସବୁ କ୍ଷେତ୍ରରେ ସାମିଲ କରିବାକୁ ସଂରକ୍ଷଣ ବ୍ୟବସ୍ଥା କରାଯାଇଛି । କିନ୍ତୁ କାର୍ଯ୍ୟକ୍ଷେତ୍ରରେ ଏହା ନାମକୁ ମାତ୍ର ହୋଇ ରହିଛି । ପଞ୍ଚାୟତରୁ ଆରମ୍ଭ କରି ବିଭିନ୍ନ ସ୍ତରରେ ନିର୍ବାଚିତ ମହିଳା ପ୍ରତିନିଧିଙ୍କ ସ୍ଥାନରେ ସେମାନଙ୍କ ସ୍ୱାମୀ ବା ପରିବାର ଲୋକ ନିଷ୍ପତ୍ତି ନେଉଛନ୍ତି । ମହିଳାମାନଙ୍କୁ ପ୍ରକୃତ କ୍ଷମତା ଦେବା ପାଇଁ ଶିକ୍ଷା ଓ ପ୍ରଶିକ୍ଷଣ ଜରୁରୀ । (1170, 543, 1495, 616)
sudoku-cell[interactable] (1390, 1809, 1425, 1847)
sudoku-solution-cell: 6 (1460, 2067, 1472, 2079)
sudoku-solution-cell: 7 (1448, 2079, 1460, 2091)
sudoku-solution-cell: 3 (1412, 2067, 1424, 2079)
sudoku-cell[interactable] (1354, 1996, 1389, 2034)
article3-paragraph: କୁମ୍ଭାରମାନେ ମାଟିରେ ସରାଗାତ ତିଆରି କରି ହାଟରେ ବିକୁଥିଲେ । ଏବେ ସେମାନଙ୍କ ଏ ଜୀବିକା ପ୍ରାୟ ଲୋପ ପାଇଲାଣି । ପୁରୁଣା ପରମ୍ପରାକୁ ବଞ୍ଚାଇ ରଖିବା ସହ ପିଲାଙ୍କ ମନରେ ସଞ୍ଚୟ ପ୍ରତି ଆଗ୍ରହ ସୃଷ୍ଟି କରିବା ଆମର କର୍ତ୍ତବ୍ୟ । (330, 1956, 600, 2015)
letter-title: ପରିବେଶ ଓ ସଚେତନତା (1234, 1050, 1431, 1076)
article2-col3 (612, 968, 882, 1168)
logo-box (962, 6, 1152, 76)
sudoku-cell[interactable] (1390, 1847, 1425, 1884)
letter-2 (1170, 510, 1495, 850)
lead-paragraph: ଓଡ଼ିଶାରେ ମାଓବାଦୀ ସମସ୍ୟା ଗୁରୁତର ରୂପ ଧାରଣ କରୁଛି । ଏ ସମସ୍ୟା ଏବେ ରାଜ୍ୟର ଅନେକ ଜିଲ୍ଲାକୁ ବ୍ୟାପିଗଲାଣି । ଜଙ୍ଗଲ ଓ ପାହାଡ଼ ଅଞ୍ଚଳରେ ରହୁଥିବା ଆଦିବାସୀ ଲୋକଙ୍କ ଦାରିଦ୍ର୍ୟ, ଅଶିକ୍ଷା ଓ ଶୋଷଣକୁ ଆଧାର କରି ମାଓବାଦୀମାନେ ନିଜର ପ୍ରଭାବ ବିସ୍ତାର କରୁଛନ୍ତି । ସରକାରଙ୍କ ବିକାଶ ଯୋଜନା ସେସବୁ ଅଞ୍ଚଳରେ ପହଞ୍ଚିପାରୁନାହିଁ । (884, 373, 1150, 462)
sudoku-solution-cell: 8 (1400, 2115, 1412, 2127)
sudoku-cell[interactable]: 7 (1460, 1996, 1495, 2034)
sudoku-solution-cell: 4 (1448, 2151, 1460, 2163)
sudoku-cell[interactable]: 7 (1390, 1772, 1425, 1810)
quote-text: ଯେ କେହି ଆଇନ ବା ନୀତି ଲଂଘନ କରିବାକୁ ଚାହେଁ, ତାକୁ ନିଶ୍ଚୟ ଆଇନ ବା ନୀତିର ଭର୍ତ୍ସନା ଉଠାଇବାକୁ ପଡିବ । ଯେ କେହି ପାପାଚାର କାର୍ଯ୍ୟକୁ ଚାହେଁ, ତାକୁ ପରିଣାମର ଭର୍ତ୍ସନା ଉଠାଇବାକୁ ପଡିବ । ଯେ ନିୟମକୁ ଭଙ୍ଗ କରେ– ତାକୁ ଆଉ ସବୁ ନିୟମର ଭର୍ତ୍ସନା ଉଠାଇବାକୁ ପଡିବ । (352, 13, 943, 40)
contact-line: ପାଠକ ବିଚାରକୁ ପଠାଇବାର ଠିକଣା: (1263, 1373, 1405, 1385)
history-badge: ପଚିଶ ବର୍ଷ ତଳେ ଧରିତ୍ରୀ... (4, 704, 170, 748)
sudoku-solution-cell: 8 (1436, 2091, 1448, 2103)
article3-paragraph: କୁମ୍ଭାରମାନେ ମାଟିରେ ସରାଗାତ ତିଆରି କରି ହାଟରେ ବିକୁଥିଲେ । ଏବେ ସେମାନଙ୍କ ଏ ଜୀବିକା ପ୍ରାୟ ଲୋପ ପାଇଲାଣି । ପୁରୁଣା ପରମ୍ପରାକୁ ବଞ୍ଚାଇ ରଖିବା ସହ ପିଲାଙ୍କ ମନରେ ସଞ୍ଚୟ ପ୍ରତି ଆଗ୍ରହ ସୃଷ୍ଟି କରିବା ଆମର କର୍ତ୍ତବ୍ୟ । (612, 1579, 882, 1637)
poem-title: ଚିରନ୍ତନୀ (15, 11, 144, 46)
sudoku-cell[interactable]: 3 (1354, 1884, 1389, 1922)
article3-paragraph: ଆଜିର ପିଲାମାନେ ସରାଗାତ କଥା ଜାଣନ୍ତି ନାହିଁ । ବ୍ୟାଙ୍କ ଖାତା, ଡେବିଟ କାର୍ଡ ଓ ଡିଜିଟାଲ ଦେଣନେଣ ଯୁଗରେ ସରାଗାତର ସ୍ଥାନ ରହିନାହିଁ । ତଥାପି ସଞ୍ଚୟର ମୂଲ୍ୟବୋଧ ପିଲାଙ୍କୁ ଶିଖାଇବା ଆବଶ୍ୟକ । (330, 1857, 600, 1900)
letter-title: ପରିବହନ ମନ୍ତ୍ରୀ ଦୃଷ୍ଟିଦେବେ କି (1198, 855, 1467, 881)
sudoku-solution-cell: 9 (1472, 2091, 1484, 2103)
poem-line: କରେଇ ଯାଇ !" (118, 105, 188, 118)
sudoku-cell[interactable]: 7 (1179, 1884, 1214, 1922)
letter-4 (1170, 1050, 1495, 1340)
article2-headline: ସବ୍ ଲାଲ୍ ହୋ ଯାଏଗା (458, 871, 1032, 949)
lead-paragraph: ସାଧାରଣ ଲୋକ ଏହି ସଂଘର୍ଷର ସବୁଠାରୁ ବଡ଼ ଶିକାର ହେଉଛନ୍ତି । ଗୋଟିଏ ପଟେ ମାଓବାଦୀ, ଅନ୍ୟ ପଟେ ସୁରକ୍ଷାବଳ – ଉଭୟଙ୍କ ମଧ୍ୟରେ ଫସି ଗ୍ରାମବାସୀ ଭୟରେ ଜୀବନ ବିତାଉଛନ୍ତି । ଅପହରଣ, ହତ୍ୟା ଓ ବିସ୍ଫୋରଣ ଘଟଣା ଲାଗି ରହିଛି । (884, 468, 1150, 526)
sudoku-box (1178, 1640, 1496, 2330)
sudoku-solution-cell: 9 (1484, 2127, 1496, 2139)
sudoku-solution-cell: 8 (1448, 2163, 1460, 2175)
poem-author: –କାଳିନ୍ଦୀ ଚରଣ ପାଣିଗ୍ରାହୀ (150, 142, 303, 160)
sudoku-cell[interactable] (1284, 1772, 1319, 1810)
poem-line: ଲାଜିଲ ରାଣୀ ! (118, 54, 177, 67)
sudoku-solution-cell: 1 (1436, 2139, 1448, 2151)
chakra-icon (1088, 15, 1140, 67)
advert-email-alt[interactable]: :miku11@yahoo.com (Use only for advertisements, commercial queries) (1200, 1501, 1468, 1528)
article2-paragraph: ମହାତ୍ମା ଗାନ୍ଧୀଙ୍କ ସ୍ୱଚ୍ଛ ଭାରତର ସ୍ୱପ୍ନକୁ ସାକାର କରିବା ପାଇଁ କେନ୍ଦ୍ର ସରକାର ଅଭିଯାନ ଆରମ୍ଭ କରିଛନ୍ତି । କିନ୍ତୁ ଆମ ଦେଶରେ ସାର୍ବଜନୀନ ସ୍ଥାନରେ ପାନ, ଗୁଟଖା ଖାଇ ଛେପ ପକାଇବା ଏକ ବଡ଼ ସମସ୍ୟା ହୋଇ ରହିଛି । ରେଳ ଷ୍ଟେସନ, ବସ ଷ୍ଟାଣ୍ଡ, ସରକାରୀ କାର୍ଯ୍ୟାଳୟର ସିଡ଼ି ଓ କାନ୍ଥ ସବୁଠି ଲାଲ ଦାଗ ଦେଖିବାକୁ ମିଳେ । (8, 889, 318, 962)
lead-paragraph: ସାଧାରଣ ଲୋକ ଏହି ସଂଘର୍ଷର ସବୁଠାରୁ ବଡ଼ ଶିକାର ହେଉଛନ୍ତି । ଗୋଟିଏ ପଟେ ମାଓବାଦୀ, ଅନ୍ୟ ପଟେ ସୁରକ୍ଷାବଳ – ଉଭୟଙ୍କ ମଧ୍ୟରେ ଫସି ଗ୍ରାମବାସୀ ଭୟରେ ଜୀବନ ବିତାଉଛନ୍ତି । ଅପହରଣ, ହତ୍ୟା ଓ ବିସ୍ଫୋରଣ ଘଟଣା ଲାଗି ରହିଛି । (330, 308, 596, 366)
article3-paragraph: ସରାଗାତ କେବଳ ଏକ ମାଟି ପାତ୍ର ନୁହେଁ, ଏହା ଆମ ସଂସ୍କୃତି ଓ ଶୈଶବର ସ୍ମୃତି । ଛୋଟ ଛୋଟ ସଞ୍ଚୟ ଏକାଠି ହୋଇ ବଡ଼ ସ୍ୱପ୍ନ ପୂରଣ କରେ – ଏହା ହିଁ ସରାଗାତର ଶିକ୍ଷା । (330, 2021, 600, 2064)
article2-paragraph: ଏ ଅଭ୍ୟାସ କେବଳ ଅସୁନ୍ଦର ନୁହେଁ, ସ୍ୱାସ୍ଥ୍ୟ ପାଇଁ ମଧ୍ୟ ବିପଜ୍ଜନକ । ଛେପ ଜରିଆରେ ଯକ୍ଷ୍ମା ଭଳି ସଂକ୍ରାମକ ରୋଗ ବ୍ୟାପିଥାଏ । ଦେଶରେ ପ୍ରତିବର୍ଷ ଲକ୍ଷାଧିକ ଲୋକ ଯକ୍ଷ୍ମା ରୋଗରେ ପ୍ରାଣ ହରାଉଛନ୍ତି । (330, 1277, 600, 1336)
sudoku-cell[interactable] (1320, 1847, 1355, 1884)
sudoku-solution-cell: 2 (1388, 2115, 1400, 2127)
sudoku-cell[interactable]: 2 (1249, 1735, 1284, 1772)
sudoku-solution-cell: 1 (1412, 2163, 1424, 2175)
article3-paragraph: ସଞ୍ଚୟର ଏହି ଅଭ୍ୟାସ ଆମକୁ ଜୀବନରେ ଅନୁଶାସନ ଶିଖାଇଥିଲା । ବର୍ଷ ଶେଷରେ ସରାଗାତ ଭାଙ୍ଗି ଜମିଥିବା ପଇସାରେ ବହି, ଖେଳନା କିମ୍ବା ନୂଆ ଲୁଗା କିଣାଯାଉଥିଲା । ସେ ଆନନ୍ଦ ଆଜି ବି ମନେପଡ଼େ । (8, 1948, 318, 1991)
sudoku-cell[interactable] (1284, 1847, 1319, 1884)
letters-banner-title: ପାଠକ ଶ୍ରେଷ୍ଠ ବିଚାରକ (1212, 10, 1421, 36)
sudoku-solution-cell: 2 (1412, 2091, 1424, 2103)
sudoku-cell[interactable] (1284, 1996, 1319, 2034)
lead-author: ଦେବୁ ପଟ୍ଟନାୟକ (712, 186, 808, 202)
sudoku-solution-cell: 2 (1472, 2103, 1484, 2115)
india-text: ପରିବେଶ ନିର୍ମଳ କରିବାକୁ ସରକାର ବିଭିନ୍ନ ପ୍ରକାର ଯୋଜନା କାର୍ଯ୍ୟକାରୀ କରୁଛନ୍ତି । ଖୋଲାସ୍ଥାନରେ ମଳତ୍ୟାଗ ପ୍ରଥାକୁ ଦୂର କରିବା ପାଇଁ ଦେଶସାରା ଶୌଚାଳୟ ନିର୍ମାଣ କରାଯାଉଛି । ଏକାକୁ କୋଟିଏ ଶୌଚାଳୟ ନିର୍ମିତ ହୋଇଥିବା ବେଳେ ସ୍ୱଚ୍ଛତା ପାଇଁ ଲୋକଙ୍କୁ ସଚେତନ କରାଯାଉଛି । ଏଥିସହ ପ୍ଲାଷ୍ଟିକ ବ୍ୟବହାର କମାଇବା, ବୃକ୍ଷରୋପଣ ଓ ଜଳ ସଂରକ୍ଷଣ ଭଳି କାର୍ଯ୍ୟକ୍ରମ ମଧ୍ୟ ଚାଲିଛି । ପ୍ରାଥମିକ ସ୍ତରରେ ଏହାକୁ ପାଠ୍ୟକ୍ରମରେ ସାମିଲ କରି ପିଲାଙ୍କୁ ସଚେତନ କରାଯାଉଛି । ପରେ ସମାଜର ସବୁ ସ୍ତରରେ ଏହି ବାର୍ତ୍ତା ପହଞ୍ଚାଇବାକୁ ପ୍ରୟାସ ଜାରି ରହିଛି । (8, 258, 310, 382)
article3-col4 (894, 1578, 1156, 2058)
letter-sign: ଅନୁପମା ରାଉତ, ଫୁଲନଖରା, ଖୋର୍ଦ୍ଧା (1352, 162, 1495, 174)
article2-paragraph: ତାମାଖୁଜାତ ଦ୍ରବ୍ୟ ସେବନ କମାଇବା ପାଇଁ ସରକାର ବିଭିନ୍ନ ପଦକ୍ଷେପ ନେଇଛନ୍ତି । କିନ୍ତୁ ଲୋକଙ୍କ ମାନସିକତା ନ ବଦଳିଲେ 'ସବ୍ ଲାଲ୍ ହୋ ଯାଏଗା' ଭଳି ପରିସ୍ଥିତି ଜାରି ରହିବ । (612, 1373, 882, 1416)
article3-paragraph: ସରାଗାତ କେବଳ ଏକ ମାଟି ପାତ୍ର ନୁହେଁ, ଏହା ଆମ ସଂସ୍କୃତି ଓ ଶୈଶବର ସ୍ମୃତି । ଛୋଟ ଛୋଟ ସଞ୍ଚୟ ଏକାଠି ହୋଇ ବଡ଼ ସ୍ୱପ୍ନ ପୂରଣ କରେ – ଏହା ହିଁ ସରାଗାତର ଶିକ୍ଷା । (8, 1997, 318, 2041)
envelope-icon (1170, 11, 1204, 35)
article2-paragraph: ଏ ଅଭ୍ୟାସ କେବଳ ଅସୁନ୍ଦର ନୁହେଁ, ସ୍ୱାସ୍ଥ୍ୟ ପାଇଁ ମଧ୍ୟ ବିପଜ୍ଜନକ । ଛେପ ଜରିଆରେ ଯକ୍ଷ୍ମା ଭଳି ସଂକ୍ରାମକ ରୋଗ ବ୍ୟାପିଥାଏ । ଦେଶରେ ପ୍ରତିବର୍ଷ ଲକ୍ଷାଧିକ ଲୋକ ଯକ୍ଷ୍ମା ରୋଗରେ ପ୍ରାଣ ହରାଉଛନ୍ତି । (612, 1068, 882, 1126)
sudoku-solution-cell: 5 (1400, 2091, 1412, 2103)
lead-paragraph: ସରକାର ଓ ନାଗରିକ ସମାଜ ମିଳିତ ଭାବେ ଆଲୋଚନାର ବାଟ ଖୋଲିଲେ ହିଁ ଏ ହିଂସାର ଅନ୍ତ ହୋଇପାରିବ । ଗଣତନ୍ତ୍ରରେ ହିଂସାର ସ୍ଥାନ ନାହିଁ, କିନ୍ତୁ ଗଣତନ୍ତ୍ରର ସୁଫଳ ସମସ୍ତଙ୍କ ପାଖରେ ପହଞ୍ଚିବା ମଧ୍ୟ ଜରୁରୀ । (330, 533, 596, 591)
sudoku-brand-odia: ସୁ-ଡୋ-କୁ (1394, 1641, 1495, 1681)
letter-sign: ରାଜୀବ ଲୋଚନ ଧଳ, ଶୁଖୁଆ, ଅନୁଗୋଳ, କଟକ (1320, 622, 1495, 634)
history-item: • ରାଜ୍ୟରେ ଜଳସେଚନ ପ୍ରକଳ୍ପ ପାଇଁ ଅତିରିକ୍ତ ଅର୍ଥ ମଞ୍ଜୁର । (18, 773, 314, 788)
poem-line: କହ ଗୋ ରାଣୀ ! (118, 71, 185, 84)
sudoku-solution-cell: 6 (1484, 2163, 1496, 2175)
article2-paragraph: ସାର୍ବଜନୀନ ସ୍ଥାନରେ ଛେପ ପକାଇବା ବନ୍ଦ କରିବାକୁ କଡ଼ା ଆଇନ ସହ ଜନସଚେତନତା ଆବଶ୍ୟକ । ସ୍କୁଲ ସ୍ତରରୁ ପିଲାଙ୍କୁ ଏହି ଅଭ୍ୟାସର କୁଫଳ ବିଷୟରେ ଶିକ୍ଷା ଦେବାକୁ ହେବ । (612, 969, 882, 1012)
sudoku-solution-cell: 6 (1412, 2103, 1424, 2115)
history-badge-row (4, 698, 314, 754)
sudoku-grid (1178, 1696, 1496, 2034)
india-label-banner (4, 200, 314, 248)
sudoku-cell[interactable]: 8 (1284, 1884, 1319, 1922)
lead-paragraph: ସମସ୍ୟାର ମୂଳ କାରଣ ହେଉଛି ଆର୍ଥିକ ଅସମାନତା ଓ ଜମି ଅଧିକାର । ଜଙ୍ଗଲ ଓ ଖଣିଜ ସମ୍ପଦରେ ଭରପୂର ଅଞ୍ଚଳର ଲୋକେ ସବୁଠାରୁ ଗରିବ । ଶିଳ୍ପ ଓ ଖଣି ପ୍ରକଳ୍ପ ପାଇଁ ବିସ୍ଥାପିତ ହେଉଥିବା ଲୋକଙ୍କୁ ଉଚିତ ଥଇଥାନ ମିଳୁନାହିଁ । ଏହି ଅସନ୍ତୋଷକୁ ମାଓବାଦୀମାନେ କାମରେ ଲଗାଉଛନ୍ତି । (884, 213, 1150, 286)
sudoku-cell[interactable] (1214, 1884, 1249, 1922)
lead-paragraph: ଓଡ଼ିଶାରେ ମାଓବାଦୀ ସମସ୍ୟା ଗୁରୁତର ରୂପ ଧାରଣ କରୁଛି । ଏ ସମସ୍ୟା ଏବେ ରାଜ୍ୟର ଅନେକ ଜିଲ୍ଲାକୁ ବ୍ୟାପିଗଲାଣି । ଜଙ୍ଗଲ ଓ ପାହାଡ଼ ଅଞ୍ଚଳରେ ରହୁଥିବା ଆଦିବାସୀ ଲୋକଙ୍କ ଦାରିଦ୍ର୍ୟ, ଅଶିକ୍ଷା ଓ ଶୋଷଣକୁ ଆଧାର କରି ମାଓବାଦୀମାନେ ନିଜର ପ୍ରଭାବ ବିସ୍ତାର କରୁଛନ୍ତି । ସରକାରଙ୍କ ବିକାଶ ଯୋଜନା ସେସବୁ ଅଞ୍ଚଳରେ ପହଞ୍ଚିପାରୁନାହିଁ । (607, 213, 873, 302)
